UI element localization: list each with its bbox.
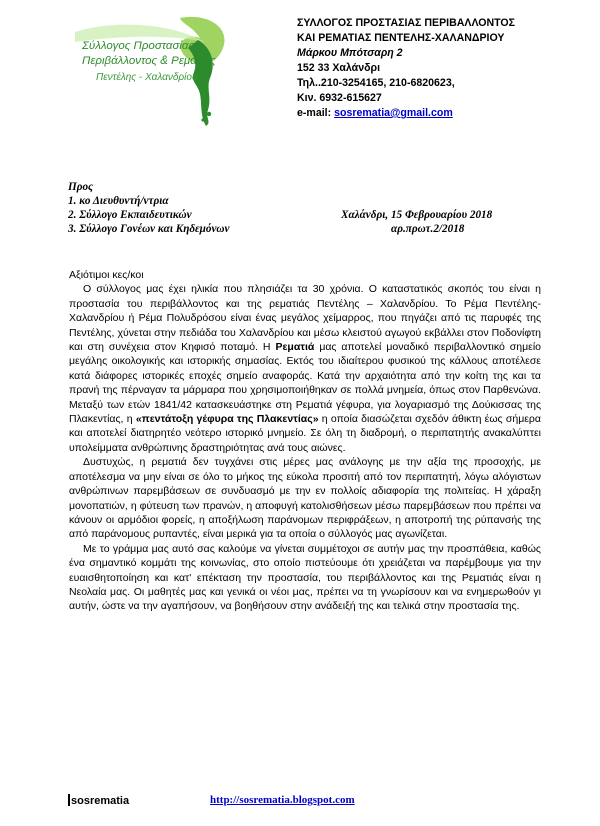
dateline-block [341,208,492,236]
paragraph-1-bold-bridge: «πεντάτοξη γέφυρα της Πλακεντίας» [135,413,319,426]
paragraph-1-text-c: η οποία διασώζεται σχεδόν άθικτη έως σήμερα και αποτελεί διατηρητέο νεότερο ιστορικό μνημείο. Σε όλη τη διαδρομή, ο περιπατητής ανακαλύπτει υπολείμματα ανθρώπινης δραστηριότητας ανά τους αιώνες. [69,413,541,454]
letter-body [69,268,541,614]
logo-text-line2: Περιβάλλοντος & Ρεματιάς [82,55,216,67]
recipient-item: 1. κο Διευθυντή/ντρια [68,195,169,207]
paragraph-2: Δυστυχώς, η ρεματιά δεν τυγχάνει στις μέρες μας ανάλογης με την αξία της προσοχής, με αποτέλεσμα να μην είναι σε όλο το μήκος της εύκολα προσιτή από τον περιπατητή, λόγω αλόγιστων ανθρώπινων παρεμβάσεων σε συνδυασμό με την εν πολλοίς αδιαφορία της πολιτείας. Η χάραξη μονοπατιών, η φύτευση των πρανών, η αποφυγή κατολισθήσεων μέσω παρεμβάσεων που πρέπει να κάνουν οι αρμόδιοι φορείς, η αποξήλωση παράνομων περιφράξεων, η αποτροπή της ρύπανσής της από παράνομους ρυπαντές, είναι μερικά για τα οποία ο σύλλογός μας αγωνίζεται. [69,456,541,541]
paragraph-1 [69,282,541,455]
org-email-row [297,106,592,121]
footer-blog-link[interactable]: http://sosrematia.blogspot.com [210,794,355,806]
footer-brand [68,794,129,807]
org-postal-code: 152 33 Χαλάνδρι [297,62,381,74]
protocol-number: αρ.πρωτ.2/2018 [391,223,465,235]
recipient-item: 2. Σύλλογο Εκπαιδευτικών [68,209,192,221]
logo-graphic [70,12,230,127]
org-phone: Τηλ..210-3254165, 210-6820623, [297,77,455,89]
paragraph-3: Με το γράμμα μας αυτό σας καλούμε να γίνεται συμμέτοχοι σε αυτήν μας την προσπάθεια, καθώς ένα σημαντικό κομμάτι της κοινωνίας, στο οποίο πιστεύουμε ότι χρειάζεται να παρέμβουμε για την ευαισθητοποίηση και κατ' επέκταση την προστασία, του περιβάλλοντος και της Ρεματιάς είναι η Νεολαία μας. Οι μαθητές μας και γενικά οι νέοι μας, πρέπει να τη γνωρίσουν και να ενημερωθούν γι αυτήν, ώστε να την αγαπήσουν, να βοηθήσουν στην ανάδειξή της και τελικά στην προστασία της. [69,542,541,613]
paragraph-1-text-a: Ο σύλλογος μας έχει ηλικία που πλησιάζει τα 30 χρόνια. Ο καταστατικός σκοπός του είναι η προστασία του περιβάλλοντος και της ρεματιάς Πεντέλης – Χαλανδρίου. Το Ρέμα Πεντέλης-Χαλανδρίου ή Ρέμα Πολυδρόσου είναι ένας μεγάλος χείμαρρος, που πηγάζει από τις παρυφές της Πεντέλης, χύνεται στην πεδιάδα του Χαλανδρίου και μέσω κλειστού αγωγού εκβάλλει στον Ποδονίφτη και στη συνέχεια στον Κηφισό ποταμό. Η [69,283,541,354]
cursor-bar-icon [68,794,70,806]
paragraph-1-text-b: μας αποτελεί μοναδικό περιβαλλοντικό σημείο μεγάλης οικολογικής και ιστορικής σημασίας. Εκτός του ιδιαίτερου φυσικού της κάλλους αποτέλεσε κατά διάφορες ιστορικές εποχές σημείο αναφοράς. Κατά την αρχαιότητα από την κοίτη της και τα πρανή της πέρναγαν τα μάρμαρα που χρησιμοποιήθηκαν σε πολλά μνημεία, όπως στον Παρθενώνα. Μεταξύ των ετών 1841/42 κατασκευάστηκε στη Ρεματιά γέφυρα, για λογαριασμό της Δούκισσας της Πλακεντίας, η [69,341,541,426]
salutation: Αξιότιμοι κες/κοι [69,269,144,281]
org-name-line1: ΣΥΛΛΟΓΟΣ ΠΡΟΣΤΑΣΙΑΣ ΠΕΡΙΒΑΛΛΟΝΤΟΣ [297,17,515,29]
organization-logo [70,12,230,127]
org-mobile: Κιν. 6932-615627 [297,92,382,104]
paragraph-1-bold-rematia: Ρεματιά [275,341,315,354]
letter-date: Χαλάνδρι, 15 Φεβρουαρίου 2018 [341,209,493,221]
email-link[interactable]: sosrematia@gmail.com [334,107,453,119]
recipients-block [68,180,230,236]
recipients-to: Προς [68,181,94,193]
logo-text-line3: Πεντέλης - Χαλανδρίου [96,72,198,83]
recipient-item: 3. Σύλλογο Γονέων και Κηδεμόνων [68,223,230,235]
logo-text-line1: Σύλλογος Προστασίας [82,40,195,52]
footer-brand-text: sosrematia [71,795,130,807]
org-address: Μάρκου Μπότσαρη 2 [297,47,403,59]
email-label: e-mail: [297,107,335,119]
letterhead [297,16,592,121]
org-name-line2: ΚΑΙ ΡΕΜΑΤΙΑΣ ΠΕΝΤΕΛΗΣ-ΧΑΛΑΝΔΡΙΟΥ [297,32,505,44]
